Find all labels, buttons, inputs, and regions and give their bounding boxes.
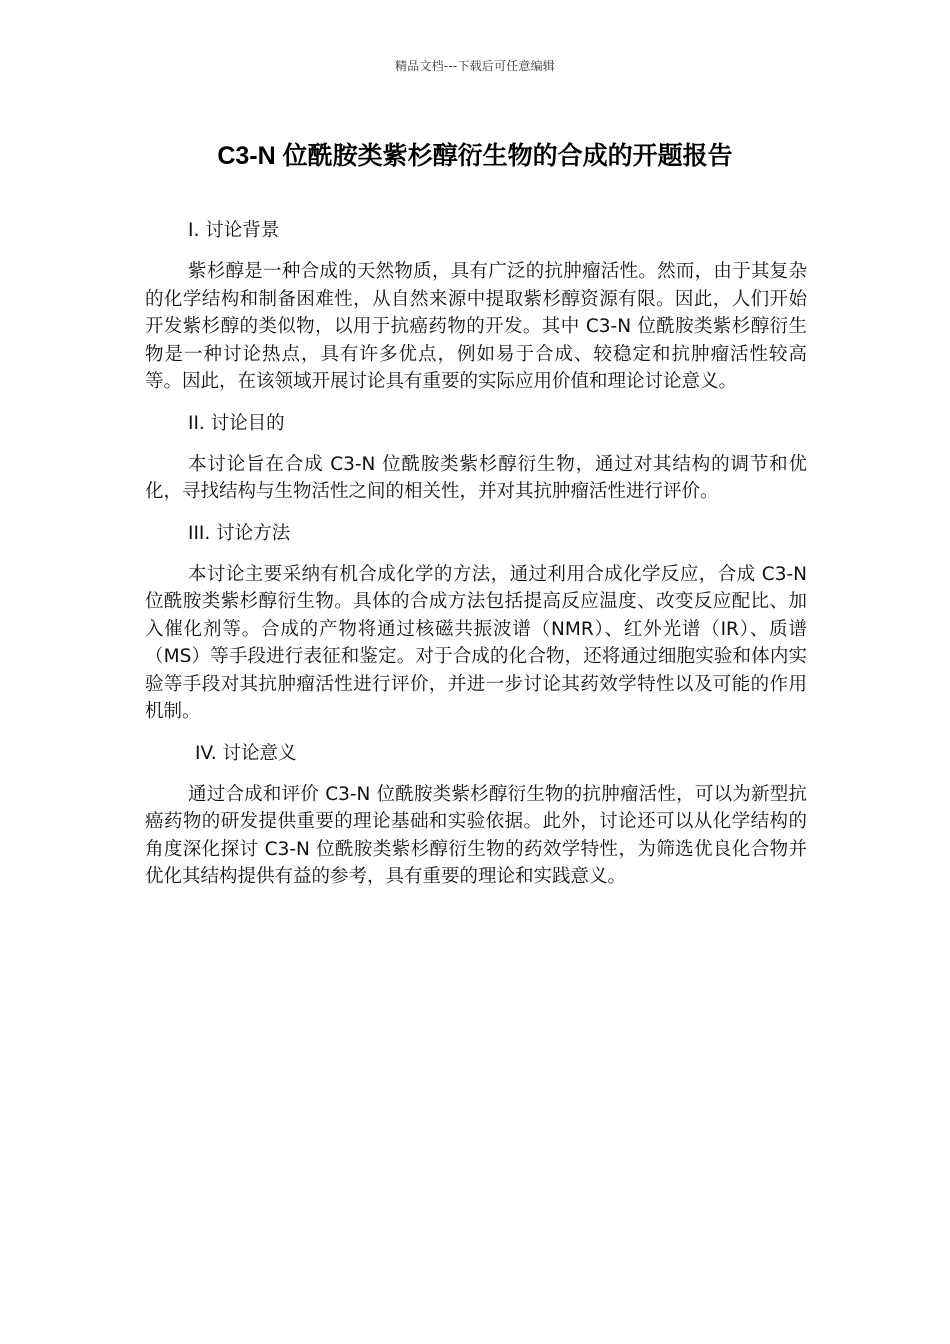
section-heading-method: III. 讨论方法 (188, 522, 291, 544)
section-paragraph-significance: 通过合成和评价 C3-N 位酰胺类紫杉醇衍生物的抗肿瘤活性，可以为新型抗癌药物的研发提供重要的理论基础和实验依据。此外，讨论还可以从化学结构的角度深化探讨 C3-N 位酰胺类紫杉醇衍生物的药效学特性，为筛选优良化合物并优化其结构提供有益的参考，具有重要的理论和实践意义。 (145, 783, 807, 887)
document-title: C3-N 位酰胺类紫杉醇衍生物的合成的开题报告 (217, 142, 733, 170)
header-note: 精品文档---下载后可任意编辑 (395, 59, 555, 73)
section-heading-background: I. 讨论背景 (188, 220, 280, 241)
section-heading-significance: IV. 讨论意义 (195, 742, 297, 764)
section-heading-purpose: II. 讨论目的 (188, 412, 285, 434)
section-paragraph-background: 紫杉醇是一种合成的天然物质，具有广泛的抗肿瘤活性。然而，由于其复杂的化学结构和制备困难性，从自然来源中提取紫杉醇资源有限。因此，人们开始开发紫杉醇的类似物，以用于抗癌药物的开发。其中 C3-N 位酰胺类紫杉醇衍生物是一种讨论热点，具有许多优点，例如易于合成、较稳定和抗肿瘤活性较高等。因此，在该领域开展讨论具有重要的实际应用价值和理论讨论意义。 (145, 261, 807, 392)
section-paragraph-purpose: 本讨论旨在合成 C3-N 位酰胺类紫杉醇衍生物，通过对其结构的调节和优化，寻找结构与生物活性之间的相关性，并对其抗肿瘤活性进行评价。 (145, 453, 807, 502)
document-body (145, 217, 807, 905)
section-paragraph-method: 本讨论主要采纳有机合成化学的方法，通过利用合成化学反应，合成 C3-N 位酰胺类紫杉醇衍生物。具体的合成方法包括提高反应温度、改变反应配比、加入催化剂等。合成的产物将通过核磁共振波谱（NMR）、红外光谱（IR）、质谱（MS）等手段进行表征和鉴定。对于合成的化合物，还将通过细胞实验和体内实验等手段对其抗肿瘤活性进行评价，并进一步讨论其药效学特性以及可能的作用机制。 (145, 563, 807, 722)
